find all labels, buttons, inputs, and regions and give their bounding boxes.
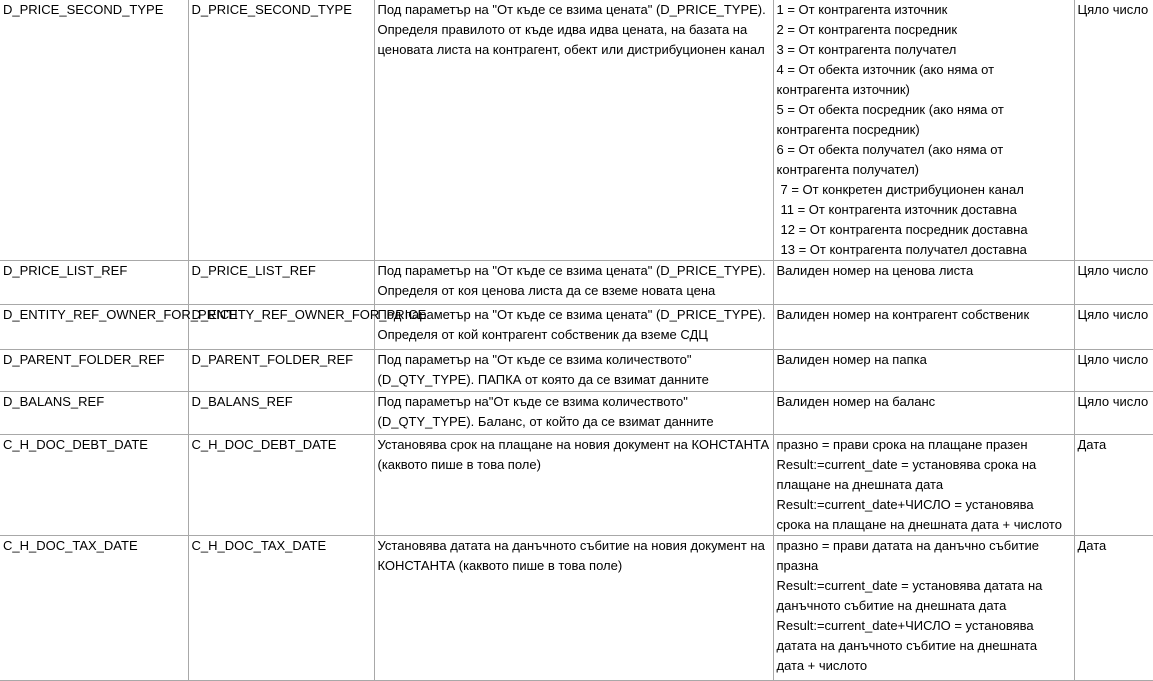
value-line: празно = прави срока на плащане празен [776, 437, 1028, 452]
cell-field-code[interactable]: C_H_DOC_TAX_DATE [0, 536, 188, 681]
table-row [0, 261, 1153, 305]
cell-description[interactable]: Под параметър на "От къде се взима цената" (D_PRICE_TYPE). Определя от кой контрагент собственик да вземе СДЦ [374, 305, 773, 350]
value-line: датата на данъчното събитие на днешната [776, 638, 1038, 653]
cell-type[interactable]: Цяло число [1074, 261, 1153, 305]
cell-field-name[interactable]: D_PARENT_FOLDER_REF [188, 350, 374, 392]
cell-field-code[interactable]: D_PRICE_LIST_REF [0, 261, 188, 305]
value-line: 5 = От обекта посредник (ако няма от [776, 102, 1004, 117]
value-line: 12 = От контрагента посредник доставна [780, 222, 1028, 237]
cell-description[interactable]: Под параметър на "От къде се взима цената" (D_PRICE_TYPE). Определя правилото от къде идва идва цената, на базата на ценовата листа на контрагент, обект или дистрибуционен канал [374, 0, 773, 261]
cell-field-code[interactable]: D_ENTITY_REF_OWNER_FOR_PRICE [0, 305, 188, 350]
cell-field-code[interactable]: D_BALANS_REF [0, 392, 188, 435]
cell-field-name[interactable]: C_H_DOC_DEBT_DATE [188, 435, 374, 536]
cell-values[interactable] [773, 350, 1074, 392]
cell-type[interactable]: Дата [1074, 435, 1153, 536]
cell-field-name[interactable]: C_H_DOC_TAX_DATE [188, 536, 374, 681]
value-line: плащане на днешната дата [776, 477, 944, 492]
cell-values[interactable] [773, 536, 1074, 681]
value-line: данъчното събитие на днешната дата [776, 598, 1007, 613]
cell-field-code[interactable]: C_H_DOC_DEBT_DATE [0, 435, 188, 536]
cell-values[interactable] [773, 261, 1074, 305]
cell-field-name[interactable]: D_PRICE_SECOND_TYPE [188, 0, 374, 261]
cell-type[interactable]: Цяло число [1074, 392, 1153, 435]
cell-field-code[interactable]: D_PARENT_FOLDER_REF [0, 350, 188, 392]
value-line: 6 = От обекта получател (ако няма от [776, 142, 1004, 157]
cell-description[interactable]: Под параметър на "От къде се взима количеството" (D_QTY_TYPE). ПАПКА от която да се взимат данните [374, 350, 773, 392]
value-line: празно = прави датата на данъчно събитие [776, 538, 1039, 553]
cell-type[interactable]: Цяло число [1074, 305, 1153, 350]
value-line: Result:=current_date+ЧИСЛО = установява [776, 497, 1034, 512]
table-row [0, 0, 1153, 261]
cell-field-name[interactable]: D_ENTITY_REF_OWNER_FOR_PRICE [188, 305, 374, 350]
value-line: Result:=current_date = установява срока на [776, 457, 1037, 472]
table-row [0, 350, 1153, 392]
cell-field-code[interactable]: D_PRICE_SECOND_TYPE [0, 0, 188, 261]
value-line: контрагента източник) [776, 82, 910, 97]
value-line: 13 = От контрагента получател доставна [780, 242, 1027, 257]
cell-type[interactable]: Дата [1074, 536, 1153, 681]
table-row [0, 305, 1153, 350]
value-line: Result:=current_date+ЧИСЛО = установява [776, 618, 1034, 633]
value-line: Валиден номер на баланс [776, 394, 936, 409]
value-line: 2 = От контрагента посредник [776, 22, 958, 37]
value-line: Валиден номер на ценова листа [776, 263, 974, 278]
value-line: 11 = От контрагента източник доставна [780, 202, 1017, 217]
cell-type[interactable]: Цяло число [1074, 350, 1153, 392]
table-row [0, 392, 1153, 435]
value-line: контрагента посредник) [776, 122, 920, 137]
cell-description[interactable]: Под параметър на"От къде се взима количеството" (D_QTY_TYPE). Баланс, от който да се взимат данните [374, 392, 773, 435]
value-line: 7 = От конкретен дистрибуционен канал [780, 182, 1024, 197]
cell-description[interactable]: Установява срок на плащане на новия документ на КОНСТАНТА (каквото пише в това поле) [374, 435, 773, 536]
table-row [0, 435, 1153, 536]
value-line: 1 = От контрагента източник [776, 2, 948, 17]
cell-values[interactable] [773, 435, 1074, 536]
value-line: контрагента получател) [776, 162, 919, 177]
value-line: дата + числото [776, 658, 868, 673]
value-line: срока на плащане на днешната дата + числото [776, 517, 1062, 532]
cell-values[interactable] [773, 392, 1074, 435]
cell-values[interactable] [773, 305, 1074, 350]
cell-description[interactable]: Под параметър на "От къде се взима цената" (D_PRICE_TYPE). Определя от коя ценова листа да се вземе новата цена [374, 261, 773, 305]
value-line: Валиден номер на папка [776, 352, 927, 367]
value-line: Result:=current_date = установява датата на [776, 578, 1043, 593]
value-line: празна [776, 558, 819, 573]
cell-description[interactable]: Установява датата на данъчното събитие на новия документ на КОНСТАНТА (каквото пише в това поле) [374, 536, 773, 681]
value-line: Валиден номер на контрагент собственик [776, 307, 1030, 322]
value-line: 4 = От обекта източник (ако няма от [776, 62, 995, 77]
cell-values[interactable] [773, 0, 1074, 261]
cell-type[interactable]: Цяло число [1074, 0, 1153, 261]
cell-field-name[interactable]: D_BALANS_REF [188, 392, 374, 435]
cell-field-name[interactable]: D_PRICE_LIST_REF [188, 261, 374, 305]
table-row [0, 536, 1153, 681]
value-line: 3 = От контрагента получател [776, 42, 957, 57]
